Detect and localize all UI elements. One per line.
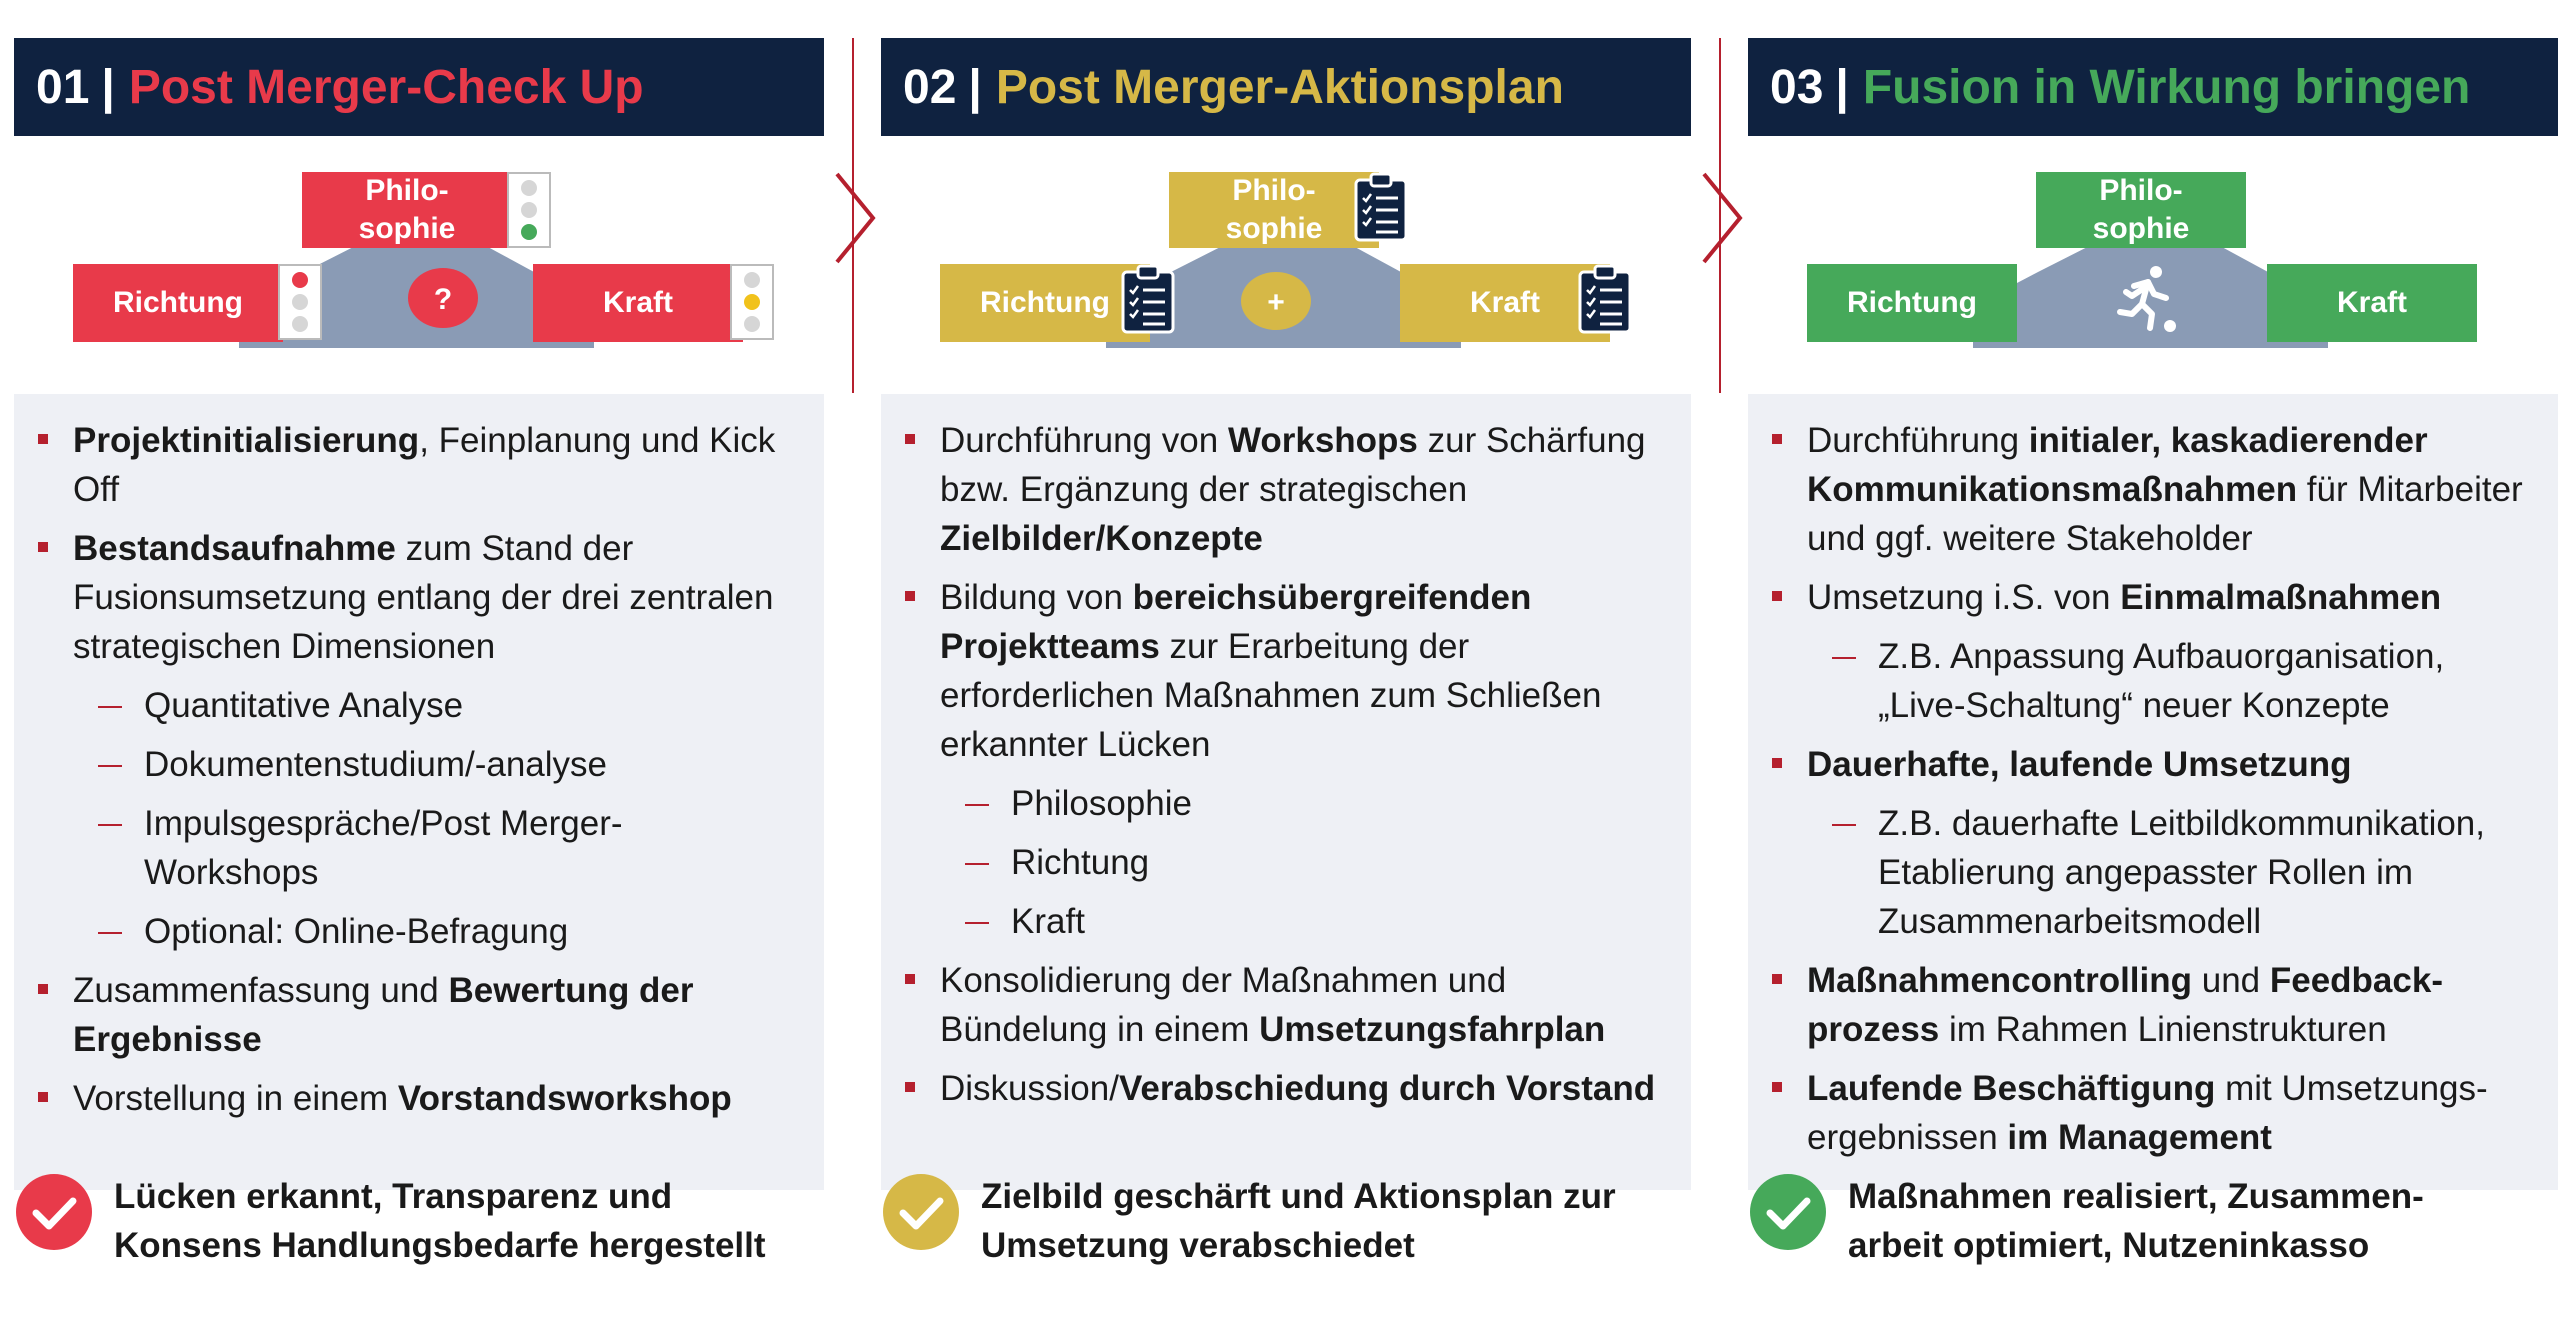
dimension-richtung: Richtung	[73, 264, 283, 342]
bullet-icon	[905, 591, 915, 601]
check-circle-icon	[14, 1172, 94, 1252]
dash-icon	[965, 863, 989, 865]
phase-title: Fusion in Wirkung bringen	[1862, 60, 2471, 114]
dimension-philosophie: Philo- sophie	[2036, 172, 2246, 248]
dimension-philosophie: Philo- sophie	[1169, 172, 1379, 248]
phase-column-3	[1748, 38, 2558, 1190]
clipboard-icon	[1578, 264, 1632, 334]
bullet-icon	[1772, 758, 1782, 768]
bullet-icon	[38, 542, 48, 552]
list-item: Vorstellung in einem Vorstandsworkshop	[34, 1074, 794, 1123]
list-item: Zusammenfassung und Bewertung der Ergebnisse	[34, 966, 794, 1064]
bullet-icon	[905, 974, 915, 984]
sub-item: Optional: Online-Befragung	[34, 907, 794, 956]
phase-header	[14, 38, 824, 136]
check-circle-icon	[1748, 1172, 1828, 1252]
chevron-right-icon	[833, 170, 877, 266]
phase-content	[14, 394, 824, 1190]
phase-column-2	[881, 38, 1691, 1190]
dimension-kraft: Kraft	[1400, 264, 1610, 342]
bullet-icon	[38, 434, 48, 444]
traffic-light-icon	[507, 172, 551, 248]
list-item: Maßnahmencontrolling und Feedback-prozess im Rahmen Linienstrukturen	[1768, 956, 2528, 1054]
list-item: Bildung von bereichsübergreifenden Projektteams zur Erarbeitung der erforderlichen Maßnahmen zum Schließen erkannter Lücken	[901, 573, 1661, 769]
result-text: Maßnahmen realisiert, Zusammen- arbeit optimiert, Nutzeninkasso	[1848, 1177, 2424, 1265]
dash-icon	[965, 922, 989, 924]
dash-icon	[98, 932, 122, 934]
phase-result-1	[14, 1172, 766, 1270]
dimension-diagram	[14, 136, 824, 394]
dash-icon	[98, 765, 122, 767]
phase-separator: |	[968, 60, 982, 114]
phase-separator: |	[1835, 60, 1849, 114]
dimension-kraft: Kraft	[2267, 264, 2477, 342]
dimension-kraft: Kraft	[533, 264, 743, 342]
list-item: Projektinitialisierung, Feinplanung und Kick Off	[34, 416, 794, 514]
dimension-philosophie: Philo- sophie	[302, 172, 512, 248]
center-circle	[1239, 270, 1313, 332]
phase-number: 01	[36, 60, 90, 114]
running-figure-icon	[2108, 262, 2182, 336]
list-item: Durchführung initialer, kaskadierender Kommunikationsmaßnahmen für Mitarbeiter und ggf. weitere Stakeholder	[1768, 416, 2528, 563]
phase-content	[1748, 394, 2558, 1190]
list-item: Konsolidierung der Maßnahmen und Bündelung in einem Umsetzungsfahrplan	[901, 956, 1661, 1054]
bullet-icon	[38, 1092, 48, 1102]
traffic-light-icon	[730, 264, 774, 340]
sub-item: Z.B. Anpassung Aufbauorganisation, „Live-Schaltung“ neuer Konzepte	[1768, 632, 2528, 730]
sub-item: Z.B. dauerhafte Leitbildkommunikation, Etablierung angepasster Rollen im Zusammenarbeitsmodell	[1768, 799, 2528, 946]
list-item: Dauerhafte, laufende Umsetzung	[1768, 740, 2528, 789]
phase-result-3	[1748, 1172, 2424, 1270]
clipboard-icon	[1354, 172, 1408, 242]
center-circle	[406, 266, 480, 330]
phase-number: 03	[1770, 60, 1824, 114]
list-item: Laufende Beschäftigung mit Umsetzungs-ergebnissen im Management	[1768, 1064, 2528, 1162]
sub-item: Richtung	[901, 838, 1661, 887]
dash-icon	[965, 804, 989, 806]
bullet-icon	[38, 984, 48, 994]
dimension-diagram	[1748, 136, 2558, 394]
result-text: Zielbild geschärft und Aktionsplan zur Umsetzung verabschiedet	[981, 1177, 1616, 1265]
dimension-diagram	[881, 136, 1691, 394]
sub-item: Impulsgespräche/Post Merger-Workshops	[34, 799, 794, 897]
phase-result-2	[881, 1172, 1616, 1270]
phase-separator: |	[101, 60, 115, 114]
traffic-light-icon	[278, 264, 322, 340]
bullet-icon	[905, 1082, 915, 1092]
dash-icon	[1832, 657, 1856, 659]
phase-title: Post Merger-Aktionsplan	[995, 60, 1564, 114]
sub-item: Dokumentenstudium/-analyse	[34, 740, 794, 789]
sub-item: Philosophie	[901, 779, 1661, 828]
bullet-icon	[905, 434, 915, 444]
sub-item: Kraft	[901, 897, 1661, 946]
bullet-icon	[1772, 974, 1782, 984]
dash-icon	[1832, 824, 1856, 826]
phase-header	[1748, 38, 2558, 136]
phase-header	[881, 38, 1691, 136]
phase-content	[881, 394, 1691, 1190]
dimension-richtung: Richtung	[1807, 264, 2017, 342]
list-item: Diskussion/Verabschiedung durch Vorstand	[901, 1064, 1661, 1113]
bullet-icon	[1772, 591, 1782, 601]
dash-icon	[98, 706, 122, 708]
dimension-richtung: Richtung	[940, 264, 1150, 342]
check-circle-icon	[881, 1172, 961, 1252]
result-text: Lücken erkannt, Transparenz und Konsens Handlungsbedarfe hergestellt	[114, 1177, 766, 1265]
phase-column-1	[14, 38, 824, 1190]
list-item: Bestandsaufnahme zum Stand der Fusionsumsetzung entlang der drei zentralen strategischen Dimensionen	[34, 524, 794, 671]
dash-icon	[98, 824, 122, 826]
bullet-icon	[1772, 1082, 1782, 1092]
clipboard-icon	[1121, 264, 1175, 334]
phase-title: Post Merger-Check Up	[128, 60, 644, 114]
list-item: Durchführung von Workshops zur Schärfung bzw. Ergänzung der strategischen Zielbilder/Konzepte	[901, 416, 1661, 563]
chevron-right-icon	[1700, 170, 1744, 266]
bullet-icon	[1772, 434, 1782, 444]
center-symbol: +	[1267, 286, 1285, 319]
phase-number: 02	[903, 60, 957, 114]
center-symbol: ?	[433, 283, 453, 316]
sub-item: Quantitative Analyse	[34, 681, 794, 730]
list-item: Umsetzung i.S. von Einmalmaßnahmen	[1768, 573, 2528, 622]
